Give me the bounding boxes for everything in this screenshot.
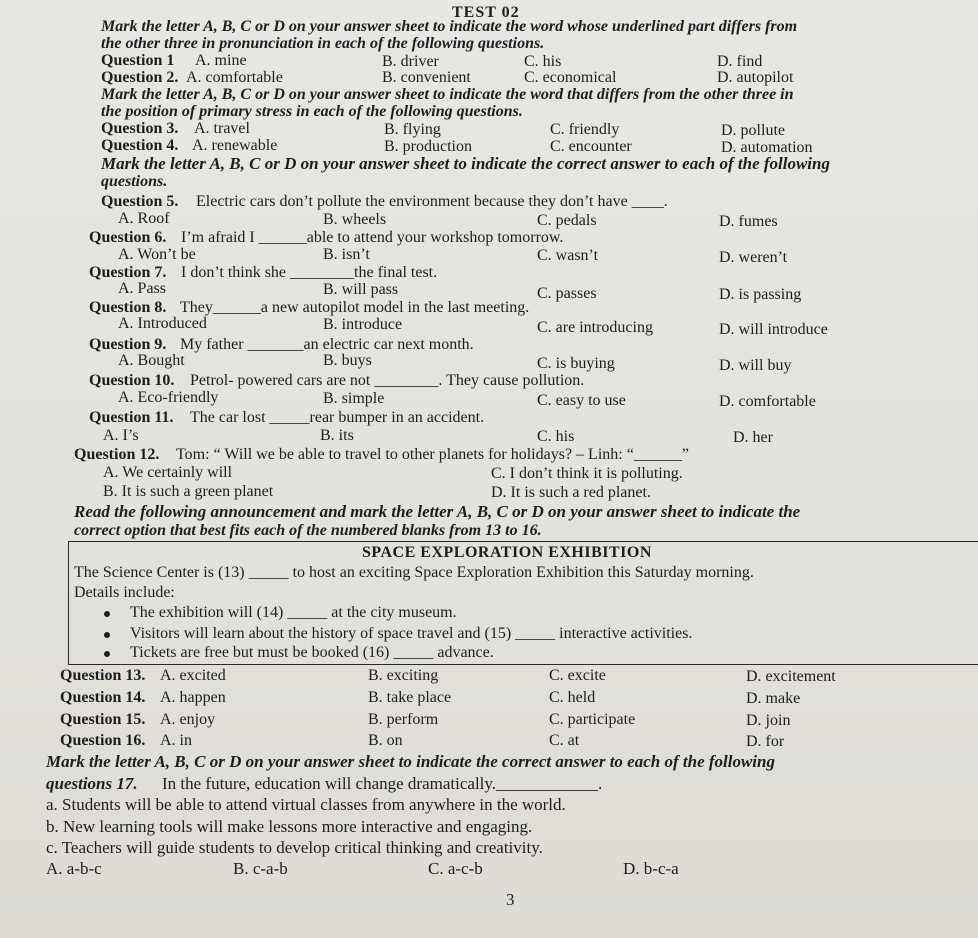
q4-option-a: A. renewable: [192, 137, 278, 154]
q8-option-d: D. will introduce: [719, 321, 828, 338]
q9-option-b: B. buys: [323, 352, 372, 369]
q6-option-b: B. isn’t: [323, 246, 370, 263]
q4-option-d: D. automation: [721, 139, 813, 156]
q6-stem: I’m afraid I ______able to attend your workshop tomorrow.: [181, 229, 564, 246]
q17-option-d: D. b-c-a: [623, 859, 679, 878]
instruction-3-line-2: questions.: [101, 173, 168, 190]
q7-stem: I don’t think she ________the final test.: [181, 264, 438, 281]
q16-option-c: C. at: [549, 732, 580, 749]
q1-option-a: A. mine: [195, 52, 247, 69]
q3-label: Question 3.: [101, 120, 179, 137]
q14-option-c: C. held: [549, 689, 596, 706]
instruction-5: Mark the letter A, B, C or D on your answer sheet to indicate the correct answer to each of the following: [46, 752, 775, 771]
test-title: TEST 02: [452, 4, 520, 21]
q11-stem: The car lost _____rear bumper in an accident.: [190, 409, 485, 426]
q17-stem: In the future, education will change dramatically.____________.: [162, 774, 603, 793]
q17-label: questions 17.: [46, 774, 138, 793]
q3-option-c: C. friendly: [550, 121, 620, 138]
q15-label: Question 15.: [60, 711, 146, 728]
q16-label: Question 16.: [60, 732, 146, 749]
q16-option-b: B. on: [368, 732, 403, 749]
q13-option-c: C. excite: [549, 667, 606, 684]
q15-option-c: C. participate: [549, 711, 636, 728]
bullet-icon: [104, 611, 110, 617]
q5-option-c: C. pedals: [537, 212, 597, 229]
q13-label: Question 13.: [60, 667, 146, 684]
instruction-1-line-1: Mark the letter A, B, C or D on your answer sheet to indicate the word whose underlined part differs from: [101, 18, 798, 35]
q1-option-b: B. driver: [382, 53, 439, 70]
q1-option-d: D. find: [717, 53, 763, 70]
q8-option-c: C. are introducing: [537, 319, 653, 336]
q3-option-a: A. travel: [194, 120, 250, 137]
q3-option-b: B. flying: [384, 121, 441, 138]
instruction-2-line-1: Mark the letter A, B, C or D on your answer sheet to indicate the word that differs from the other three in: [101, 86, 794, 103]
q13-option-a: A. excited: [160, 667, 226, 684]
q6-option-d: D. weren’t: [719, 249, 788, 266]
q5-label: Question 5.: [101, 193, 179, 210]
announcement-line-2: Details include:: [74, 584, 175, 601]
q11-option-c: C. his: [537, 428, 575, 445]
announcement-line-1: The Science Center is (13) _____ to host an exciting Space Exploration Exhibition this Saturday morning.: [74, 564, 754, 581]
q12-stem: Tom: “ Will we be able to travel to other planets for holidays? – Linh: “______”: [176, 446, 689, 463]
q10-label: Question 10.: [89, 372, 175, 389]
q6-option-c: C. wasn’t: [537, 247, 599, 264]
q17-option-c: C. a-c-b: [428, 859, 483, 878]
q17-sentence-c: c. Teachers will guide students to develop critical thinking and creativity.: [46, 838, 543, 857]
q4-option-c: C. encounter: [550, 138, 632, 155]
q8-option-b: B. introduce: [323, 316, 403, 333]
q8-option-a: A. Introduced: [118, 315, 207, 332]
q17-option-a: A. a-b-c: [46, 859, 102, 878]
q9-option-d: D. will buy: [719, 357, 792, 374]
q7-option-d: D. is passing: [719, 286, 802, 303]
q8-stem: They______a new autopilot model in the last meeting.: [180, 299, 530, 316]
q2-option-b: B. convenient: [382, 69, 471, 86]
bullet-icon: [104, 651, 110, 657]
q5-option-b: B. wheels: [323, 211, 387, 228]
q12-option-a: A. We certainly will: [103, 464, 233, 481]
q15-option-d: D. join: [746, 712, 791, 729]
q9-label: Question 9.: [89, 336, 167, 353]
q14-label: Question 14.: [60, 689, 146, 706]
q11-option-d: D. her: [733, 429, 773, 446]
q5-option-a: A. Roof: [118, 210, 170, 227]
q15-option-b: B. perform: [368, 711, 439, 728]
q10-option-b: B. simple: [323, 390, 385, 407]
instruction-3-line-1: Mark the letter A, B, C or D on your answer sheet to indicate the correct answer to each of the following: [101, 154, 830, 173]
q16-option-a: A. in: [160, 732, 192, 749]
announcement-bullet-3: Tickets are free but must be booked (16) _____ advance.: [130, 644, 494, 661]
q14-option-d: D. make: [746, 690, 801, 707]
q7-option-c: C. passes: [537, 285, 597, 302]
q4-option-b: B. production: [384, 138, 472, 155]
q2-option-a: A. comfortable: [186, 69, 283, 86]
q2-option-c: C. economical: [524, 69, 617, 86]
q4-label: Question 4.: [101, 137, 179, 154]
q11-option-a: A. I’s: [103, 427, 139, 444]
q11-option-b: B. its: [320, 427, 354, 444]
instruction-1-line-2: the other three in pronunciation in each of the following questions.: [101, 35, 545, 52]
q16-option-d: D. for: [746, 733, 785, 750]
page-number: 3: [506, 890, 515, 909]
q10-option-d: D. comfortable: [719, 393, 816, 410]
bullet-icon: [104, 632, 110, 638]
q11-label: Question 11.: [89, 409, 174, 426]
q17-sentence-b: b. New learning tools will make lessons more interactive and engaging.: [46, 817, 533, 836]
q12-label: Question 12.: [74, 446, 160, 463]
q14-option-b: B. take place: [368, 689, 452, 706]
q8-label: Question 8.: [89, 299, 167, 316]
announcement-bullet-1: The exhibition will (14) _____ at the city museum.: [130, 604, 457, 621]
q9-stem: My father _______an electric car next month.: [180, 336, 474, 353]
q5-stem: Electric cars don’t pollute the environment because they don’t have ____.: [196, 193, 668, 210]
q12-option-c: C. I don’t think it is polluting.: [491, 465, 683, 482]
instruction-4-line-1: Read the following announcement and mark the letter A, B, C or D on your answer sheet to indicate the: [74, 502, 801, 521]
q7-label: Question 7.: [89, 264, 167, 281]
q14-option-a: A. happen: [160, 689, 226, 706]
q10-option-a: A. Eco-friendly: [118, 389, 219, 406]
instruction-4-line-2: correct option that best fits each of the numbered blanks from 13 to 16.: [74, 522, 542, 539]
q9-option-c: C. is buying: [537, 355, 615, 372]
q12-option-b: B. It is such a green planet: [103, 483, 274, 500]
q13-option-d: D. excitement: [746, 668, 836, 685]
q5-option-d: D. fumes: [719, 213, 778, 230]
q15-option-a: A. enjoy: [160, 711, 216, 728]
q9-option-a: A. Bought: [118, 352, 185, 369]
q2-label: Question 2.: [101, 69, 179, 86]
q13-option-b: B. exciting: [368, 667, 439, 684]
q2-option-d: D. autopilot: [717, 69, 794, 86]
announcement-heading: SPACE EXPLORATION EXHIBITION: [362, 544, 652, 561]
q6-option-a: A. Won’t be: [118, 246, 196, 263]
q12-option-d: D. It is such a red planet.: [491, 484, 651, 501]
q7-option-b: B. will pass: [323, 281, 399, 298]
announcement-bullet-2: Visitors will learn about the history of space travel and (15) _____ interactive activities.: [130, 625, 693, 642]
q17-sentence-a: a. Students will be able to attend virtual classes from anywhere in the world.: [46, 795, 566, 814]
q17-option-b: B. c-a-b: [233, 859, 288, 878]
q10-option-c: C. easy to use: [537, 392, 626, 409]
q3-option-d: D. pollute: [721, 122, 785, 139]
q7-option-a: A. Pass: [118, 280, 167, 297]
q1-option-c: C. his: [524, 53, 562, 70]
q6-label: Question 6.: [89, 229, 167, 246]
q10-stem: Petrol- powered cars are not ________. They cause pollution.: [190, 372, 585, 389]
q1-label: Question 1: [101, 52, 175, 69]
instruction-2-line-2: the position of primary stress in each of the following questions.: [101, 103, 523, 120]
